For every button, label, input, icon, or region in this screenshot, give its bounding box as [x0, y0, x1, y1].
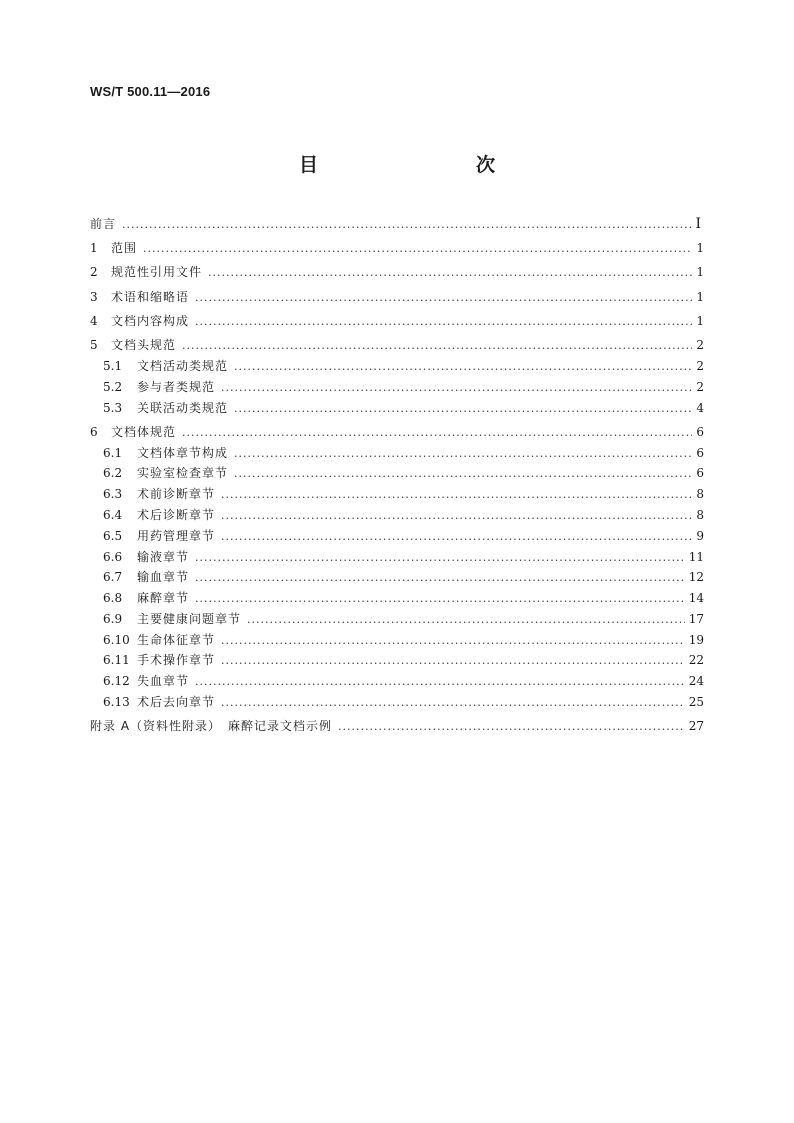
toc-entry-number: 6.6	[103, 549, 123, 564]
toc-entry[interactable]	[90, 672, 704, 693]
toc-entry[interactable]	[90, 399, 704, 420]
toc-entry-page: 4	[696, 400, 704, 415]
toc-entry-label: 规范性引用文件	[111, 265, 203, 280]
toc-entry-number: 6.12	[103, 674, 130, 689]
toc-entry-number: 6.9	[103, 611, 123, 626]
toc-entry-number: 6.7	[103, 570, 123, 585]
dot-leader	[221, 634, 685, 647]
toc-entry-number: 6.5	[103, 528, 123, 543]
toc-entry-page: 22	[688, 653, 704, 668]
toc-entry-page: 9	[696, 528, 704, 543]
toc-entry-number: 6.3	[103, 487, 123, 502]
dot-leader	[221, 696, 685, 709]
toc-entry-number: 6.1	[103, 445, 123, 460]
toc-entry-label: 前言	[90, 217, 117, 231]
toc-entry-label: 范围	[111, 241, 138, 256]
page-title: 目 次	[298, 154, 535, 176]
toc-entry-page: 6	[696, 466, 704, 481]
toc-entry-label: 输液章节	[137, 549, 190, 564]
toc-entry-page: 14	[688, 591, 704, 606]
toc-entry-page: 27	[688, 719, 704, 734]
toc-entry-page: 1	[696, 241, 704, 256]
toc-entry-page: 19	[688, 632, 704, 647]
toc-entry[interactable]	[90, 215, 704, 236]
dot-leader	[234, 467, 692, 480]
dot-leader	[182, 426, 692, 439]
toc-entry-label: 参与者类规范	[137, 379, 216, 394]
toc-entry-label: 文档体规范	[111, 424, 177, 439]
document-code: WS/T 500.11—2016	[90, 84, 211, 99]
dot-leader	[143, 242, 692, 255]
dot-leader	[247, 613, 685, 626]
toc-entry-number: 5.3	[103, 400, 123, 415]
dot-leader	[195, 571, 685, 584]
toc-entry-number: 6.8	[103, 591, 123, 606]
toc-entry[interactable]	[90, 357, 704, 378]
toc-entry-number: 6	[90, 424, 98, 439]
toc-entry-page: 8	[696, 487, 704, 502]
dot-leader	[234, 360, 692, 373]
table-of-contents	[90, 215, 704, 738]
toc-entry-page: 2	[696, 337, 704, 352]
dot-leader	[208, 266, 692, 279]
toc-entry-number: 1	[90, 241, 98, 256]
toc-entry-label: 术语和缩略语	[111, 289, 190, 304]
toc-entry-label: 文档活动类规范	[137, 358, 229, 373]
dot-leader	[122, 218, 691, 231]
toc-entry[interactable]	[90, 239, 704, 260]
toc-entry[interactable]	[90, 717, 704, 738]
toc-entry-number: 5.1	[103, 358, 123, 373]
toc-entry-page: 2	[696, 379, 704, 394]
toc-entry-label: 用药管理章节	[137, 528, 216, 543]
toc-entry-number: 2	[90, 265, 98, 280]
toc-entry[interactable]	[90, 568, 704, 589]
toc-entry-page: 11	[688, 549, 704, 564]
toc-entry[interactable]	[90, 548, 704, 569]
toc-entry-label: 主要健康问题章节	[137, 611, 242, 626]
toc-entry[interactable]	[90, 444, 704, 465]
toc-entry-page: 1	[696, 313, 704, 328]
toc-entry-page: 1	[696, 265, 704, 280]
toc-entry-label: 附录 A（资料性附录） 麻醉记录文档示例	[90, 719, 333, 734]
toc-entry-label: 失血章节	[137, 674, 190, 689]
toc-entry-number: 3	[90, 289, 98, 304]
dot-leader	[195, 592, 685, 605]
dot-leader	[221, 530, 692, 543]
dot-leader	[338, 720, 685, 733]
toc-entry[interactable]	[90, 312, 704, 333]
toc-entry-number: 6.11	[103, 653, 130, 668]
toc-entry[interactable]	[90, 631, 704, 652]
toc-entry[interactable]	[90, 527, 704, 548]
toc-entry[interactable]	[90, 423, 704, 444]
toc-entry-page: 6	[696, 445, 704, 460]
toc-entry-page: 12	[688, 570, 704, 585]
toc-entry[interactable]	[90, 263, 704, 284]
toc-entry-page: 17	[688, 611, 704, 626]
toc-entry-label: 文档头规范	[111, 337, 177, 352]
toc-entry-number: 4	[90, 313, 98, 328]
toc-entry-label: 术后诊断章节	[137, 507, 216, 522]
toc-entry-number: 6.13	[103, 695, 130, 710]
dot-leader	[195, 315, 692, 328]
dot-leader	[195, 551, 685, 564]
toc-entry[interactable]	[90, 589, 704, 610]
toc-entry-label: 生命体征章节	[137, 632, 216, 647]
toc-entry-number: 6.2	[103, 466, 123, 481]
toc-entry[interactable]	[90, 464, 704, 485]
toc-entry-label: 术后去向章节	[137, 695, 216, 710]
toc-entry[interactable]	[90, 651, 704, 672]
toc-entry-label: 文档体章节构成	[137, 445, 229, 460]
toc-entry[interactable]	[90, 378, 704, 399]
dot-leader	[221, 381, 692, 394]
toc-entry-page: 6	[696, 424, 704, 439]
toc-entry[interactable]	[90, 288, 704, 309]
toc-entry-label: 术前诊断章节	[137, 487, 216, 502]
toc-entry-number: 5.2	[103, 379, 123, 394]
toc-entry-page: 24	[688, 674, 704, 689]
toc-entry[interactable]	[90, 336, 704, 357]
toc-entry-label: 文档内容构成	[111, 313, 190, 328]
dot-leader	[221, 488, 692, 501]
toc-entry-number: 6.10	[103, 632, 130, 647]
toc-entry[interactable]	[90, 485, 704, 506]
toc-entry-number: 5	[90, 337, 98, 352]
dot-leader	[195, 291, 692, 304]
dot-leader	[182, 339, 692, 352]
toc-entry-label: 关联活动类规范	[137, 400, 229, 415]
dot-leader	[195, 675, 685, 688]
toc-entry-page: 1	[696, 289, 704, 304]
toc-entry-label: 手术操作章节	[137, 653, 216, 668]
toc-entry-number: 6.4	[103, 507, 123, 522]
toc-entry[interactable]	[90, 506, 704, 527]
toc-entry-page: 8	[696, 507, 704, 522]
dot-leader	[221, 509, 692, 522]
toc-entry-label: 实验室检查章节	[137, 466, 229, 481]
toc-entry-page: Ⅰ	[695, 216, 701, 232]
toc-entry-page: 25	[688, 695, 704, 710]
toc-entry[interactable]	[90, 610, 704, 631]
toc-entry-page: 2	[696, 358, 704, 373]
dot-leader	[234, 447, 692, 460]
toc-entry-label: 输血章节	[137, 570, 190, 585]
dot-leader	[234, 402, 692, 415]
dot-leader	[221, 654, 685, 667]
toc-entry-label: 麻醉章节	[137, 591, 190, 606]
toc-entry[interactable]	[90, 693, 704, 714]
